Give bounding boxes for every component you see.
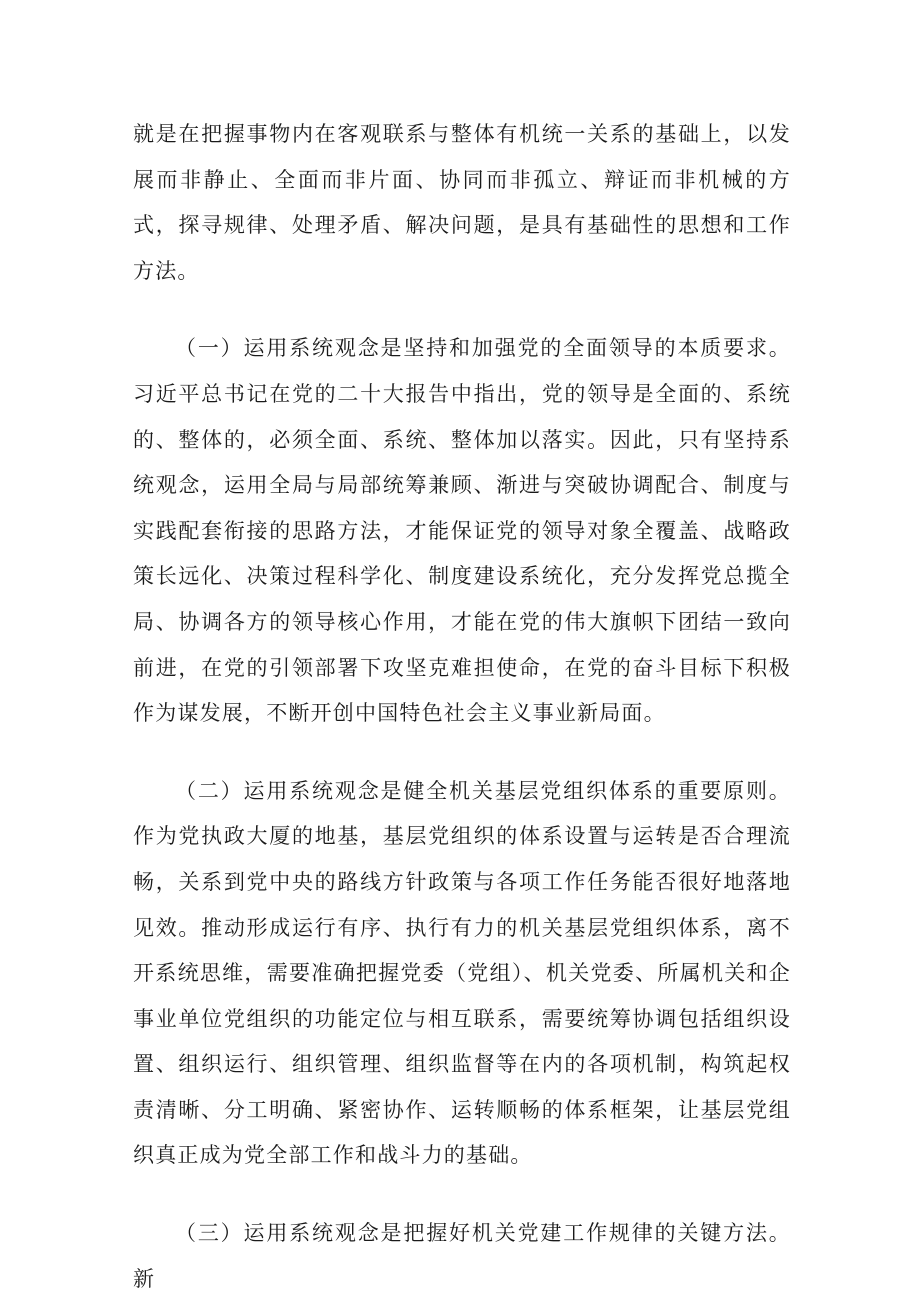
document-body [133, 112, 791, 1302]
paragraph-section-three: （三）运用系统观念是把握好机关党建工作规律的关键方法。新 [133, 1221, 791, 1291]
paragraph-section-one: （一）运用系统观念是坚持和加强党的全面领导的本质要求。习近平总书记在党的二十大报告中指出，党的领导是全面的、系统的、整体的，必须全面、系统、整体加以落实。因此，只有坚持系统观念，运用全局与局部统筹兼顾、渐进与突破协调配合、制度与实践配套衔接的思路方法，才能保证党的领导对象全覆盖、战略政策长远化、决策过程科学化、制度建设系统化，充分发挥党总揽全局、协调各方的领导核心作用，才能在党的伟大旗帜下团结一致向前进，在党的引领部署下攻坚克难担使命，在党的奋斗目标下积极作为谋发展，不断开创中国特色社会主义事业新局面。 [133, 336, 791, 726]
paragraph-continuation: 就是在把握事物内在客观联系与整体有机统一关系的基础上，以发展而非静止、全面而非片面、协同而非孤立、辩证而非机械的方式，探寻规律、处理矛盾、解决问题，是具有基础性的思想和工作方法。 [133, 122, 791, 283]
paragraph-section-two: （二）运用系统观念是健全机关基层党组织体系的重要原则。作为党执政大厦的地基，基层党组织的体系设置与运转是否合理流畅，关系到党中央的路线方针政策与各项工作任务能否很好地落地见效。推动形成运行有序、执行有力的机关基层党组织体系，离不开系统思维，需要准确把握党委（党组）、机关党委、所属机关和企事业单位党组织的功能定位与相互联系，需要统筹协调包括组织设置、组织运行、组织管理、组织监督等在内的各项机制，构筑起权责清晰、分工明确、紧密协作、运转顺畅的体系框架，让基层党组织真正成为党全部工作和战斗力的基础。 [133, 778, 791, 1168]
